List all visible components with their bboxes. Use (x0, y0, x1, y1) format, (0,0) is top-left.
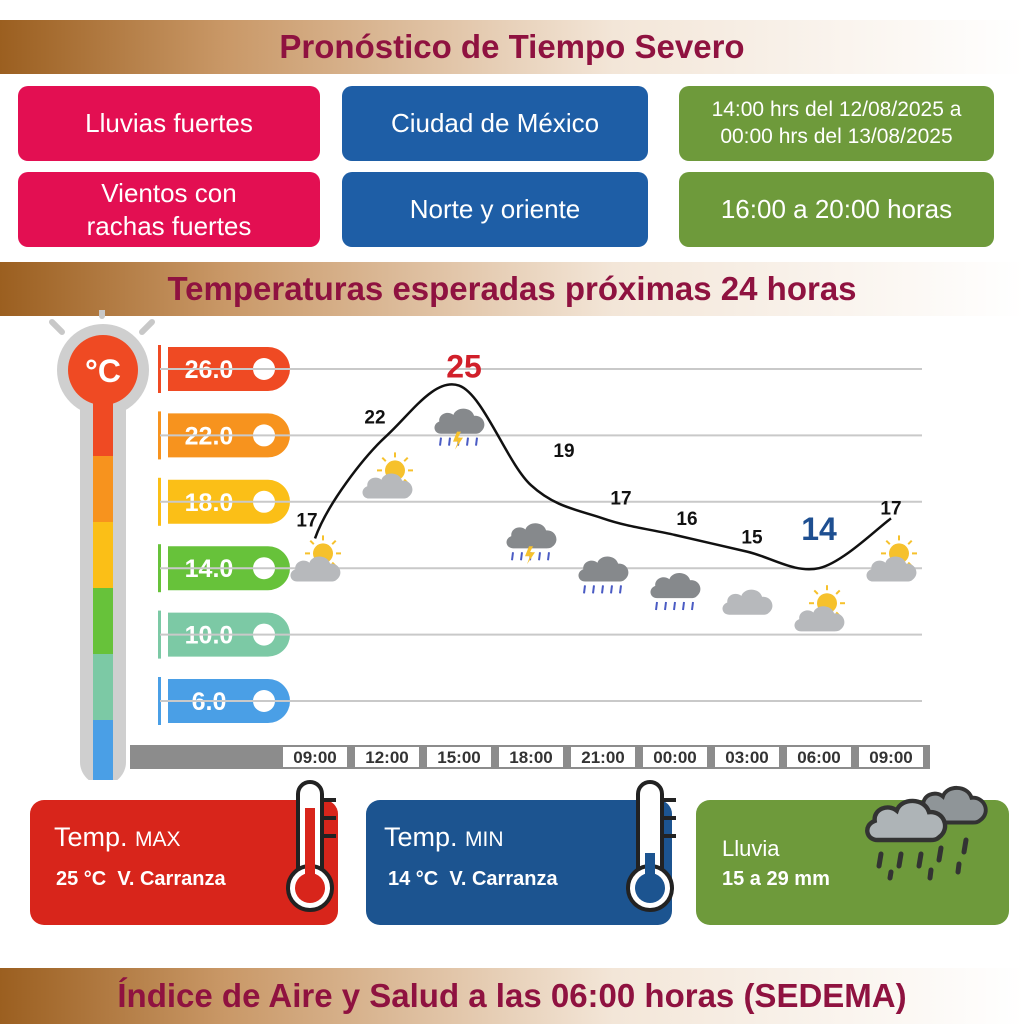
max-temp-title (54, 822, 181, 853)
thunderstorm-icon (435, 409, 485, 450)
phenomenon-label: Lluvias fuertes (85, 108, 253, 139)
thermometer-band (93, 456, 113, 522)
thermometer-bands (93, 390, 113, 780)
rain-cloud-icon (861, 778, 996, 888)
value-labels (296, 349, 901, 549)
value-label: 15 (741, 527, 763, 549)
phenomenon-label: Vientos con rachas fuertes (86, 178, 252, 241)
max-temp-value: 25 °C V. Carranza (56, 868, 226, 890)
max-title-small: MAX (135, 828, 181, 851)
min-temp-value: 14 °C V. Carranza (388, 868, 558, 890)
time-tick-label: 00:00 (653, 748, 697, 767)
footer-banner (0, 968, 1024, 1024)
min-title-small: MIN (465, 828, 504, 851)
value-label: 14 (801, 511, 837, 548)
zone-box-city (342, 86, 648, 161)
temperature-scale (158, 345, 290, 725)
rain-title: Lluvia (722, 836, 780, 861)
value-label: 16 (676, 509, 698, 530)
footer-title: Índice de Aire y Salud a las 06:00 horas (SEDEMA) (117, 977, 907, 1014)
zone-box-area (342, 172, 648, 247)
time-tick-label: 03:00 (725, 748, 769, 767)
rain-card (696, 800, 1009, 925)
section-banner (0, 262, 1024, 316)
page-title: Pronóstico de Tiempo Severo (279, 28, 745, 65)
value-label: 17 (296, 510, 318, 532)
time-tick-label: 09:00 (293, 748, 337, 767)
validity-label: 14:00 hrs del 12/08/2025 a 00:00 hrs del 13/08/2025 (711, 98, 962, 148)
rain-cloud-icon (651, 573, 701, 610)
thermometer-high-icon (282, 778, 342, 918)
unit-label: °C (85, 353, 121, 389)
ray-decoration (142, 322, 152, 332)
time-tick-label: 06:00 (797, 748, 841, 767)
time-tick-label: 21:00 (581, 748, 625, 767)
temperature-chart (0, 310, 1024, 780)
partly-cloudy-icon (363, 452, 413, 498)
value-label: 19 (553, 441, 575, 463)
value-label: 17 (880, 498, 902, 520)
cloud-icon (723, 590, 773, 615)
thermometer-low-icon (622, 778, 682, 918)
value-label: 25 (446, 348, 482, 385)
thermometer-icon (52, 310, 152, 780)
thermometer-band (93, 390, 113, 456)
ray-decoration (52, 322, 62, 332)
time-axis (283, 747, 923, 767)
partly-cloudy-icon (291, 535, 341, 581)
thermometer-band (93, 522, 113, 588)
rain-cloud-icon (579, 556, 629, 593)
scale-label: 22.0 (184, 422, 234, 451)
time-tick-label: 12:00 (365, 748, 409, 767)
thermometer-band (93, 588, 113, 654)
thermometer-band (93, 720, 113, 780)
hours-box (679, 172, 994, 247)
time-tick-label: 18:00 (509, 748, 553, 767)
hours-label: 16:00 a 20:00 horas (720, 194, 953, 225)
time-tick-label: 15:00 (437, 748, 481, 767)
phenomenon-box-wind (18, 172, 320, 247)
header-banner (0, 20, 1024, 74)
section-title: Temperaturas esperadas próximas 24 horas (167, 270, 857, 307)
time-tick-label: 09:00 (869, 748, 913, 767)
thunderstorm-icon (507, 523, 557, 564)
zone-label: Norte y oriente (409, 194, 581, 225)
scale-label: 10.0 (184, 621, 234, 650)
min-temp-title (384, 822, 504, 853)
zone-label: Ciudad de México (390, 108, 600, 139)
validity-box (679, 86, 994, 161)
partly-cloudy-icon (867, 535, 917, 581)
max-title-text: Temp. (54, 822, 128, 852)
rain-value: 15 a 29 mm (722, 868, 830, 890)
value-label: 22 (364, 407, 386, 429)
min-title-text: Temp. (384, 822, 458, 852)
thermometer-band (93, 654, 113, 720)
partly-cloudy-icon (795, 585, 845, 631)
value-label: 17 (610, 488, 632, 510)
scale-label: 14.0 (184, 555, 234, 584)
scale-label: 6.0 (191, 688, 227, 716)
scale-label: 18.0 (184, 488, 234, 517)
phenomenon-box-rain (18, 86, 320, 161)
scale-label: 26.0 (184, 356, 234, 384)
